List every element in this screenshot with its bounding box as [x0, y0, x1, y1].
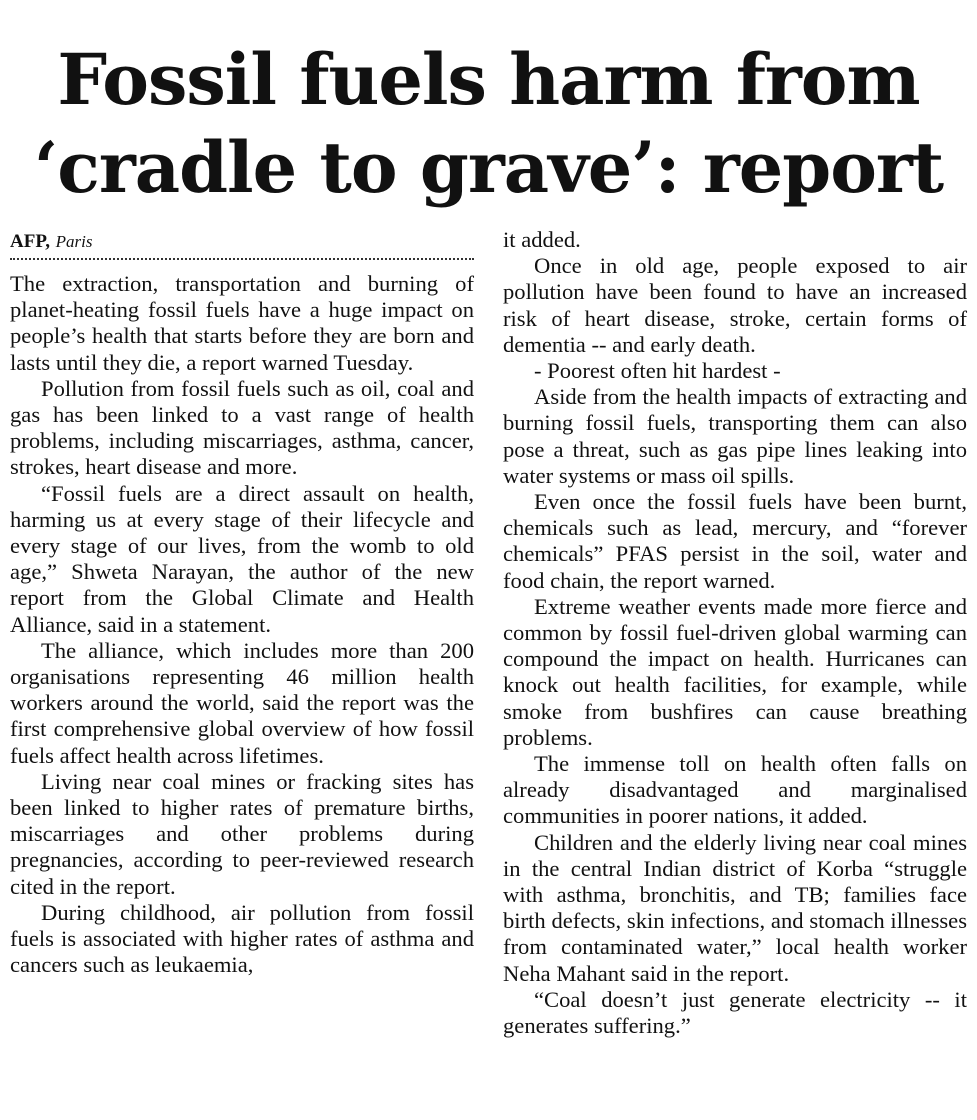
headline: [0, 36, 977, 212]
article-column-left: [10, 227, 474, 978]
paragraph: Even once the fossil fuels have been burnt, chemicals such as lead, mercury, and “forever chemicals” PFAS persist in the soil, water and food chain, the report warned.: [503, 489, 967, 593]
paragraph: “Fossil fuels are a direct assault on health, harming us at every stage of their lifecycle and every stage of our lives, from the womb to old age,” Shweta Narayan, the author of the new report from the Global Climate and Health Alliance, said in a statement.: [10, 480, 474, 637]
paragraph: Once in old age, people exposed to air pollution have been found to have an increased risk of heart disease, stroke, certain forms of dementia -- and early death.: [503, 253, 967, 357]
paragraph: The immense toll on health often falls on already disadvantaged and marginalised communities in poorer nations, it added.: [503, 751, 967, 829]
section-subhead: - Poorest often hit hardest -: [534, 358, 781, 384]
article-column-right: [503, 227, 967, 1039]
paragraph: During childhood, air pollution from fossil fuels is associated with higher rates of asthma and cancers such as leukaemia,: [10, 899, 474, 978]
paragraph: Living near coal mines or fracking sites has been linked to higher rates of premature births, miscarriages and other problems during pregnancies, according to peer-reviewed research cited in the report.: [10, 768, 474, 899]
paragraph: The extraction, transportation and burning of planet-heating fossil fuels have a huge impact on people’s health that starts before they are born and lasts until they die, a report warned Tuesday.: [10, 271, 474, 375]
paragraph: Extreme weather events made more fierce and common by fossil fuel-driven global warming can compound the impact on health. Hurricanes can knock out health facilities, for example, while smoke from bushfires can cause breathing problems.: [503, 593, 967, 750]
byline-divider: [10, 255, 474, 260]
paragraph: Children and the elderly living near coal mines in the central Indian district of Korba “struggle with asthma, bronchitis, and TB; families face birth defects, skin infections, and stomach illnesses from contaminated water,” local health worker Neha Mahant said in the report.: [503, 829, 967, 986]
paragraph: Aside from the health impacts of extracting and burning fossil fuels, transporting them can also pose a threat, such as gas pipe lines leaking into water systems or mass oil spills.: [503, 384, 967, 488]
byline: [10, 227, 474, 255]
byline-agency: AFP,: [10, 231, 50, 252]
byline-place: Paris: [55, 232, 93, 251]
paragraph-continuation: it added.: [503, 227, 581, 252]
paragraph: “Coal doesn’t just generate electricity -- it generates suffering.”: [503, 986, 967, 1039]
paragraph: Pollution from fossil fuels such as oil, coal and gas has been linked to a vast range of health problems, including miscarriages, asthma, cancer, strokes, heart disease and more.: [10, 375, 474, 480]
paragraph: The alliance, which includes more than 200 organisations representing 46 million health workers around the world, said the report was the first comprehensive global overview of how fossil fuels affect health across lifetimes.: [10, 637, 474, 768]
headline-line-2: ‘cradle to grave’: report: [33, 126, 944, 209]
headline-line-1: Fossil fuels harm from: [57, 38, 920, 121]
